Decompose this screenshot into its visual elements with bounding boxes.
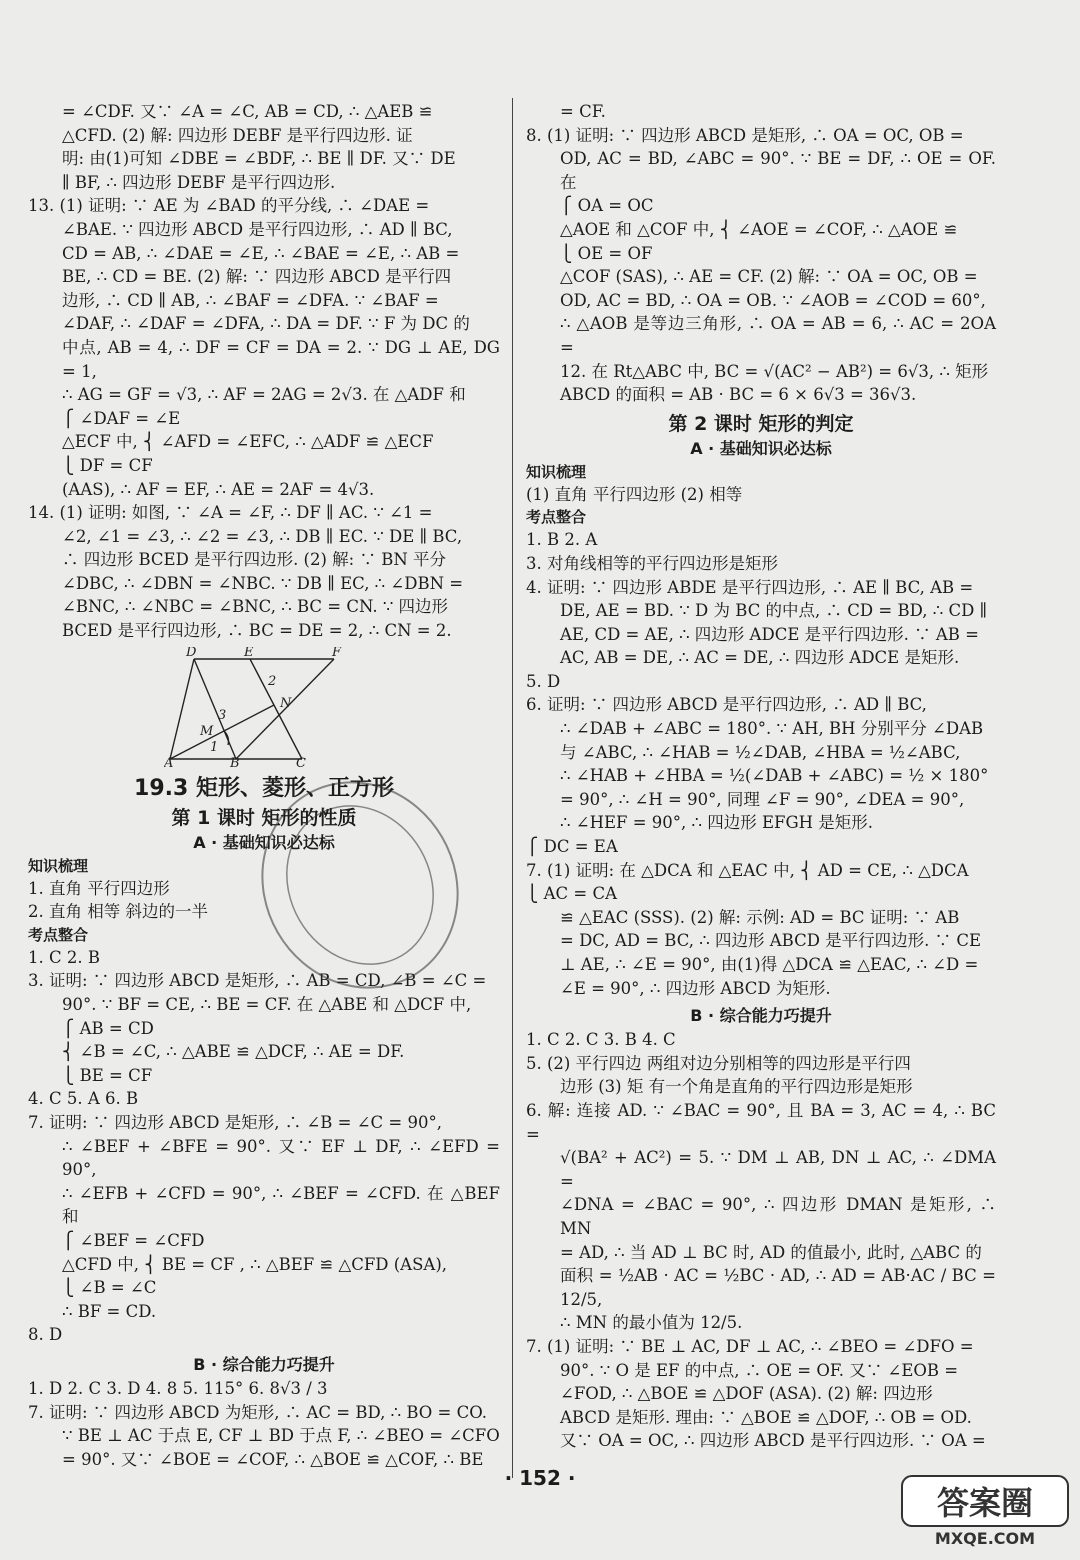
- text-line: (1) 直角 平行四边形 (2) 相等: [526, 484, 743, 504]
- text-line: = 90°, ∴ ∠H = 90°, 同理 ∠F = 90°, ∠DEA = 90°,: [560, 789, 965, 809]
- text-line: AE, CD = AE, ∴ 四边形 ADCE 是平行四边形. ∵ AB =: [560, 624, 979, 644]
- text-line: 中点, AB = 4, ∴ DF = CF = DA = 2. ∵ DG ⊥ AE, DG = 1,: [62, 337, 500, 381]
- text-line: ∠DBC, ∴ ∠DBN = ∠NBC. ∵ DB ∥ EC, ∴ ∠DBN =: [62, 573, 464, 593]
- text-line: ABCD 是矩形. 理由: ∵ △BOE ≌ △DOF, ∴ OB = OD.: [560, 1407, 972, 1427]
- text-line: 5. D: [526, 671, 561, 691]
- text-line: 边形, ∴ CD ∥ AB, ∴ ∠BAF = ∠DFA. ∵ ∠BAF =: [62, 290, 439, 310]
- text-line: 5. (2) 平行四边 两组对边分别相等的四边形是平行四: [526, 1053, 911, 1073]
- text-line: 8. D: [28, 1325, 63, 1345]
- text-line: ABCD 的面积 = AB · BC = 6 × 6√3 = 36√3.: [560, 385, 917, 405]
- section-title: 19.3 矩形、菱形、正方形: [134, 775, 394, 801]
- text-line: 与 ∠ABC, ∴ ∠HAB = ½∠DAB, ∠HBA = ½∠ABC,: [560, 742, 961, 762]
- text-line: (AAS), ∴ AF = EF, ∴ AE = 2AF = 4√3.: [62, 479, 375, 499]
- text-line: 14. (1) 证明: 如图, ∵ ∠A = ∠F, ∴ DF ∥ AC. ∵ ∠1 =: [28, 503, 433, 523]
- fig-label-f: F: [332, 646, 342, 660]
- text-line: ⎧ DC = EA: [526, 837, 618, 857]
- text-line: 1. C 2. B: [28, 947, 100, 967]
- text-line: ⎧ ∠BEF = ∠CFD: [62, 1230, 205, 1250]
- lesson-1-title: 第 1 课时 矩形的性质: [171, 806, 357, 829]
- text-line: ∠BAE. ∵ 四边形 ABCD 是平行四边形, ∴ AD ∥ BC,: [62, 219, 453, 239]
- fig-label-e: E: [244, 646, 254, 660]
- text-line: 7. (1) 证明: ∵ BE ⊥ AC, DF ⊥ AC, ∴ ∠BEO = ∠DFO =: [526, 1336, 974, 1356]
- text-line: 2. 直角 相等 斜边的一半: [28, 902, 208, 922]
- left-block-1: [28, 100, 500, 643]
- text-line: △COF (SAS), ∴ AE = CF. (2) 解: ∵ OA = OC, OB =: [560, 267, 978, 287]
- right-block-2: [526, 461, 996, 1000]
- text-line: ⎧ OA = OC: [560, 196, 654, 216]
- text-line: ∴ ∠HEF = 90°, ∴ 四边形 EFGH 是矩形.: [560, 813, 874, 833]
- fig-label-3: 3: [218, 707, 227, 723]
- text-line: = AD, ∴ 当 AD ⊥ BC 时, AD 的值最小, 此时, △ABC 的: [560, 1242, 982, 1262]
- part-b-heading-2: B · 综合能力巧提升: [690, 1006, 832, 1026]
- column-divider: [512, 98, 513, 1478]
- text-line: 1. C 2. C 3. B 4. C: [526, 1030, 676, 1050]
- text-line: = 90°. 又∵ ∠BOE = ∠COF, ∴ △BOE ≌ △COF, ∴ BE: [62, 1449, 484, 1469]
- right-block-1: [526, 100, 996, 407]
- text-line: 6. 解: 连接 AD. ∵ ∠BAC = 90°, 且 BA = 3, AC = 4, ∴ BC =: [526, 1100, 996, 1144]
- text-line: 90°. ∵ O 是 EF 的中点, ∴ OE = OF. 又∵ ∠EOB =: [560, 1360, 959, 1380]
- text-line: ⎩ BE = CF: [62, 1065, 153, 1085]
- text-line: 6. 证明: ∵ 四边形 ABCD 是平行四边形, ∴ AD ∥ BC,: [526, 695, 927, 715]
- text-line: 13. (1) 证明: ∵ AE 为 ∠BAD 的平分线, ∴ ∠DAE =: [28, 196, 430, 216]
- text-line: AC, AB = DE, ∴ AC = DE, ∴ 四边形 ADCE 是矩形.: [560, 648, 960, 668]
- text-line: 7. 证明: ∵ 四边形 ABCD 是矩形, ∴ ∠B = ∠C = 90°,: [28, 1113, 442, 1132]
- text-line: ∴ ∠HAB + ∠HBA = ½(∠DAB + ∠ABC) = ½ × 180°: [560, 766, 989, 786]
- part-a-heading-1: A · 基础知识必达标: [193, 832, 335, 852]
- text-line: ⎩ ∠B = ∠C: [62, 1278, 157, 1298]
- text-line: ∴ 四边形 BCED 是平行四边形. (2) 解: ∵ BN 平分: [62, 550, 447, 570]
- fig-label-m: M: [200, 723, 214, 739]
- text-line: ⎨ ∠B = ∠C, ∴ △ABE ≌ △DCF, ∴ AE = DF.: [62, 1042, 405, 1062]
- fig-label-n: N: [280, 695, 292, 711]
- text-line: 1. D 2. C 3. D 4. 8 5. 115° 6. 8√3 / 3: [28, 1378, 328, 1398]
- text-line: ⎩ DF = CF: [62, 455, 153, 475]
- text-line: ∴ AG = GF = √3, ∴ AF = 2AG = 2√3. 在 △ADF 和: [62, 385, 466, 405]
- left-block-3: [28, 1377, 500, 1471]
- watermark-stamp: [250, 770, 470, 1000]
- text-line: BE, ∴ CD = BE. (2) 解: ∵ 四边形 ABCD 是平行四: [62, 267, 452, 287]
- fig-label-c: C: [296, 755, 306, 767]
- text-line: ⎧ AB = CD: [62, 1018, 154, 1038]
- text-line: 3. 证明: ∵ 四边形 ABCD 是矩形, ∴ AB = CD, ∠B = ∠C =: [28, 971, 487, 991]
- text-line: 4. 证明: ∵ 四边形 ABDE 是平行四边形, ∴ AE ∥ BC, AB =: [526, 577, 974, 597]
- text-line: 边形 (3) 矩 有一个角是直角的平行四边形是矩形: [560, 1077, 913, 1097]
- text-line: 明: 由(1)可知 ∠DBE = ∠BDF, ∴ BE ∥ DF. 又∵ DE: [62, 149, 456, 169]
- text-line: ∠DNA = ∠BAC = 90°, ∴ 四边形 DMAN 是矩形, ∴ MN: [560, 1195, 996, 1238]
- text-line: 知识梳理: [28, 856, 89, 875]
- text-line: ∥ BF, ∴ 四边形 DEBF 是平行四边形.: [62, 172, 336, 192]
- text-line: 3. 对角线相等的平行四边形是矩形: [526, 553, 778, 573]
- right-block-3: [526, 1028, 996, 1453]
- text-line: ⎩ OE = OF: [560, 243, 653, 263]
- text-line: 12. 在 Rt△ABC 中, BC = √(AC² − AB²) = 6√3, ∴ 矩形: [560, 361, 989, 381]
- text-line: 7. (1) 证明: 在 △DCA 和 △EAC 中, ⎨ AD = CE, ∴ △DCA: [526, 860, 969, 880]
- text-line: ≌ △EAC (SSS). (2) 解: 示例: AD = BC 证明: ∵ AB: [560, 907, 960, 927]
- text-line: ∠FOD, ∴ △BOE ≌ △DOF (ASA). (2) 解: 四边形: [560, 1384, 933, 1404]
- fig-label-1: 1: [210, 739, 219, 755]
- fig-label-d: D: [186, 646, 197, 660]
- fig-label-2: 2: [268, 673, 277, 689]
- text-line: ∴ ∠DAB + ∠ABC = 180°. ∵ AH, BH 分别平分 ∠DAB: [560, 719, 984, 739]
- right-column: [526, 100, 996, 1453]
- text-line: 4. C 5. A 6. B: [28, 1089, 139, 1109]
- text-line: BCED 是平行四边形, ∴ BC = DE = 2, ∴ CN = 2.: [62, 621, 452, 641]
- text-line: = ∠CDF. 又∵ ∠A = ∠C, AB = CD, ∴ △AEB ≌: [62, 102, 433, 121]
- fig-label-b: B: [230, 755, 240, 767]
- text-line: = CF.: [560, 102, 606, 121]
- text-line: △ECF 中, ⎨ ∠AFD = ∠EFC, ∴ △ADF ≌ △ECF: [62, 432, 434, 452]
- text-line: 90°. ∵ BF = CE, ∴ BE = CF. 在 △ABE 和 △DCF 中,: [62, 995, 472, 1015]
- svg-text:MXQE.COM: MXQE.COM: [934, 1529, 1036, 1548]
- text-line: 1. 直角 平行四边形: [28, 878, 170, 898]
- text-line: ∴ ∠BEF + ∠BFE = 90°. 又∵ EF ⊥ DF, ∴ ∠EFD = 90°,: [62, 1136, 500, 1180]
- text-line: √(BA² + AC²) = 5. ∵ DM ⊥ AB, DN ⊥ AC, ∴ ∠DMA =: [560, 1148, 996, 1191]
- text-line: 8. (1) 证明: ∵ 四边形 ABCD 是矩形, ∴ OA = OC, OB =: [526, 125, 964, 145]
- text-line: 面积 = ½AB · AC = ½BC · AD, ∴ AD = AB·AC / BC = 12/5,: [560, 1266, 996, 1309]
- text-line: 又∵ OA = OC, ∴ 四边形 ABCD 是平行四边形. ∵ OA =: [560, 1431, 986, 1451]
- text-line: ∠E = 90°, ∴ 四边形 ABCD 为矩形.: [560, 978, 831, 998]
- text-line: ∠2, ∠1 = ∠3, ∴ ∠2 = ∠3, ∴ DB ∥ EC. ∵ DE ∥ BC,: [62, 526, 463, 546]
- text-line: ⊥ AE, ∴ ∠E = 90°, 由(1)得 △DCA ≌ △EAC, ∴ ∠D =: [560, 955, 979, 974]
- text-line: ∵ BE ⊥ AC 于点 E, CF ⊥ BD 于点 F, ∴ ∠BEO = ∠CFO: [62, 1426, 500, 1446]
- text-line: △CFD 中, ⎨ BE = CF , ∴ △BEF ≌ △CFD (ASA),: [62, 1254, 447, 1274]
- svg-text:答案圈: 答案圈: [936, 1484, 1034, 1522]
- text-line: ∠BNC, ∴ ∠NBC = ∠BNC, ∴ BC = CN. ∵ 四边形: [62, 597, 449, 617]
- site-logo: [900, 1470, 1070, 1550]
- page-number: · 152 ·: [504, 1466, 576, 1490]
- text-line: ∠DAF, ∴ ∠DAF = ∠DFA, ∴ DA = DF. ∵ F 为 DC 的: [62, 314, 470, 334]
- text-line: OD, AC = BD, ∠ABC = 90°. ∵ BE = DF, ∴ OE = OF. 在: [560, 149, 996, 192]
- text-line: 考点整合: [28, 925, 89, 944]
- text-line: CD = AB, ∴ ∠DAE = ∠E, ∴ ∠BAE = ∠E, ∴ AB =: [62, 243, 460, 263]
- text-line: ∴ MN 的最小值为 12/5.: [560, 1313, 743, 1333]
- text-line: OD, AC = BD, ∴ OA = OB. ∵ ∠AOB = ∠COD = 60°,: [560, 290, 986, 310]
- text-line: ∴ ∠EFB + ∠CFD = 90°, ∴ ∠BEF = ∠CFD. 在 △BEF 和: [62, 1183, 500, 1227]
- text-line: ∴ BF = CD.: [62, 1301, 157, 1321]
- text-line: ⎩ AC = CA: [526, 884, 618, 904]
- text-line: DE, AE = BD. ∵ D 为 BC 的中点, ∴ CD = BD, ∴ CD ∥: [560, 601, 988, 621]
- text-line: △CFD. (2) 解: 四边形 DEBF 是平行四边形. 证: [62, 125, 413, 145]
- text-line: 7. 证明: ∵ 四边形 ABCD 为矩形, ∴ AC = BD, ∴ BO = CO.: [28, 1402, 488, 1422]
- text-line: ⎧ ∠DAF = ∠E: [62, 408, 181, 428]
- text-line: 知识梳理: [526, 462, 587, 481]
- part-b-heading-1: B · 综合能力巧提升: [193, 1354, 335, 1374]
- text-line: = DC, AD = BC, ∴ 四边形 ABCD 是平行四边形. ∵ CE: [560, 931, 982, 951]
- geometry-figure: [164, 647, 364, 767]
- text-line: 考点整合: [526, 508, 587, 527]
- part-a-heading-2: A · 基础知识必达标: [690, 438, 832, 458]
- lesson-2-title: 第 2 课时 矩形的判定: [668, 412, 854, 435]
- text-line: 1. B 2. A: [526, 530, 598, 550]
- text-line: △AOE 和 △COF 中, ⎨ ∠AOE = ∠COF, ∴ △AOE ≌: [560, 219, 958, 239]
- fig-label-a: A: [164, 755, 174, 767]
- text-line: ∴ △AOB 是等边三角形, ∴ OA = AB = 6, ∴ AC = 2OA =: [560, 314, 996, 357]
